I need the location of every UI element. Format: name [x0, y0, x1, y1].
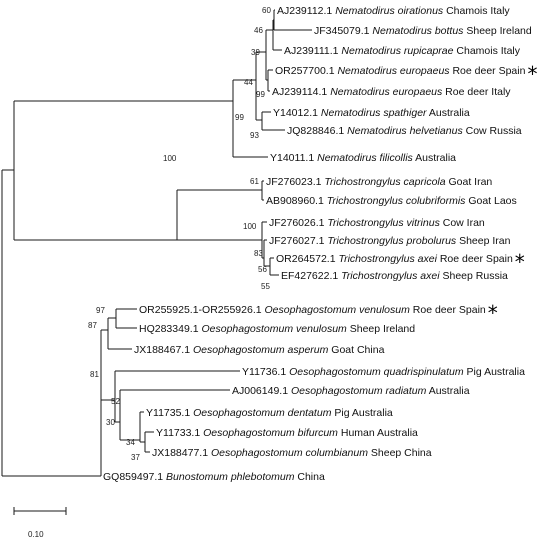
- tip-species: Trichostrongylus colubriformis: [326, 195, 466, 207]
- tip-label: [287, 125, 522, 137]
- tip-accession: OR264572.1: [276, 253, 339, 265]
- tip-species: Oesophagostomum dentatum: [193, 407, 332, 419]
- tip-host-location: Sheep Iran: [456, 235, 511, 247]
- tip-species: Trichostrongylus axei: [341, 270, 440, 282]
- tip-accession: Y11735.1: [146, 407, 194, 419]
- tip-species: Trichostrongylus axei: [338, 253, 437, 265]
- tip-accession: AJ239111.1: [284, 45, 342, 57]
- tip-species: Nematodirus helvetianus: [347, 125, 463, 137]
- tip-label: [275, 65, 526, 77]
- tip-accession: JF276026.1: [269, 217, 328, 229]
- bootstrap-value: 100: [243, 222, 257, 231]
- tip-species: Trichostrongylus vitrinus: [327, 217, 440, 229]
- tip-species: Oesophagostomum quadrispinulatum: [289, 366, 464, 378]
- tip-label: [272, 86, 511, 98]
- tip-species: Oesophagostomum asperum: [192, 344, 329, 356]
- bootstrap-value: 87: [88, 321, 97, 330]
- tip-species: Oesophagostomum venulosum: [201, 323, 347, 335]
- tip-accession: Y11736.1: [242, 366, 290, 378]
- tip-species: Oesophagostomum venulosum: [264, 304, 410, 316]
- tip-accession: AJ239112.1: [277, 5, 336, 17]
- tip-accession: AJ006149.1: [232, 385, 291, 397]
- tip-label: [273, 107, 470, 119]
- tip-accession: JF345079.1: [314, 25, 373, 37]
- scale-bar: [14, 507, 66, 539]
- tip-label: [134, 344, 385, 356]
- scale-bar-label: 0.10: [28, 530, 44, 539]
- tip-label: [266, 195, 517, 207]
- bootstrap-value: 83: [254, 249, 263, 258]
- tip-label: [269, 217, 485, 229]
- tip-host-location: Australia: [426, 107, 470, 119]
- bootstrap-value: 52: [111, 397, 120, 406]
- tip-host-location: Goat China: [328, 344, 385, 356]
- tip-species: Nematodirus oirationus: [335, 5, 444, 17]
- tip-species: Trichostrongylus capricola: [324, 176, 446, 188]
- study-sample-star-icon: *: [487, 301, 498, 325]
- tip-host-location: Roe deer Italy: [442, 86, 511, 98]
- tip-host-location: China: [294, 471, 325, 483]
- tip-species: Nematodirus rupicaprae: [341, 45, 454, 57]
- tip-species: Nematodirus europaeus: [337, 65, 450, 77]
- study-sample-star-icon: *: [514, 250, 525, 274]
- bootstrap-value: 37: [131, 453, 140, 462]
- bootstrap-value: 97: [96, 306, 105, 315]
- tip-host-location: Cow Russia: [462, 125, 522, 137]
- study-sample-star-icon: *: [527, 62, 538, 86]
- tip-species: Oesophagostomum radiatum: [290, 385, 427, 397]
- tip-host-location: Chamois Italy: [453, 45, 521, 57]
- bootstrap-value: 99: [256, 90, 265, 99]
- tip-label: [266, 176, 492, 188]
- tip-labels: [103, 5, 537, 483]
- tip-species: Oesophagostomum bifurcum: [203, 427, 338, 439]
- tip-label: [276, 253, 513, 265]
- tip-accession: Y11733.1: [156, 427, 204, 439]
- bootstrap-value: 39: [251, 48, 260, 57]
- tip-accession: JX188477.1: [152, 447, 211, 459]
- tip-host-location: Roe deer Spain: [409, 304, 486, 316]
- tip-host-location: Pig Australia: [331, 407, 393, 419]
- tip-label: [269, 235, 511, 247]
- tip-label: [139, 323, 415, 335]
- tip-accession: AJ239114.1: [272, 86, 331, 98]
- tip-label: [270, 152, 456, 164]
- bootstrap-value: 60: [262, 6, 271, 15]
- tip-label: [232, 385, 470, 397]
- tip-species: Oesophagostomum columbianum: [210, 447, 368, 459]
- tip-species: Nematodirus europaeus: [330, 86, 443, 98]
- tip-host-location: Sheep Ireland: [463, 25, 532, 37]
- tip-label: [314, 25, 532, 37]
- tip-label: [139, 304, 486, 316]
- tip-species: Nematodirus bottus: [372, 25, 464, 37]
- tip-accession: OR255925.1-OR255926.1: [139, 304, 265, 316]
- tip-accession: JF276027.1: [269, 235, 328, 247]
- tip-host-location: Goat Laos: [465, 195, 517, 207]
- tip-accession: OR257700.1: [275, 65, 338, 77]
- bootstrap-value: 61: [250, 177, 259, 186]
- tip-host-location: Roe deer Spain: [449, 65, 526, 77]
- tip-host-location: Human Australia: [337, 427, 418, 439]
- tip-label: [277, 5, 510, 17]
- tip-host-location: Chamois Italy: [443, 5, 510, 17]
- tip-host-location: Roe deer Spain: [436, 253, 513, 265]
- bootstrap-value: 81: [90, 370, 99, 379]
- tip-host-location: Pig Australia: [463, 366, 525, 378]
- bootstrap-value: 30: [106, 418, 115, 427]
- tip-accession: EF427622.1: [281, 270, 342, 282]
- tip-species: Bunostomum phlebotomum: [166, 471, 295, 483]
- tip-accession: JQ828846.1: [287, 125, 348, 137]
- tip-host-location: Sheep Russia: [439, 270, 508, 282]
- tip-label: [156, 427, 418, 439]
- bootstrap-value: 100: [163, 154, 177, 163]
- tip-label: [284, 45, 521, 57]
- tip-label: [146, 407, 393, 419]
- tip-accession: AB908960.1: [266, 195, 327, 207]
- bootstrap-value: 93: [250, 131, 259, 140]
- bootstrap-value: 55: [261, 282, 270, 291]
- bootstrap-value: 44: [244, 78, 253, 87]
- tip-host-location: Australia: [412, 152, 457, 164]
- bootstrap-value: 34: [126, 438, 135, 447]
- tip-accession: JX188467.1: [134, 344, 193, 356]
- tip-label: [103, 471, 325, 483]
- bootstrap-value: 56: [258, 265, 267, 274]
- tip-host-location: Australia: [426, 385, 470, 397]
- tip-host-location: Sheep Ireland: [346, 323, 416, 335]
- tip-label: [242, 366, 525, 378]
- tip-accession: JF276023.1: [266, 176, 325, 188]
- tip-host-location: Sheep China: [367, 447, 432, 459]
- bootstrap-value: 46: [254, 26, 263, 35]
- tip-label: [152, 447, 432, 459]
- tip-accession: Y14011.1: [270, 152, 318, 164]
- tip-species: Trichostrongylus probolurus: [327, 235, 457, 247]
- tip-species: Nematodirus spathiger: [320, 107, 427, 119]
- tip-accession: Y14012.1: [273, 107, 321, 119]
- tip-species: Nematodirus filicollis: [317, 152, 413, 164]
- tip-host-location: Cow Iran: [439, 217, 485, 229]
- bootstrap-value: 99: [235, 113, 244, 122]
- tip-label: [281, 270, 508, 282]
- tip-accession: GQ859497.1: [103, 471, 167, 483]
- tip-accession: HQ283349.1: [139, 323, 202, 335]
- tip-host-location: Goat Iran: [445, 176, 493, 188]
